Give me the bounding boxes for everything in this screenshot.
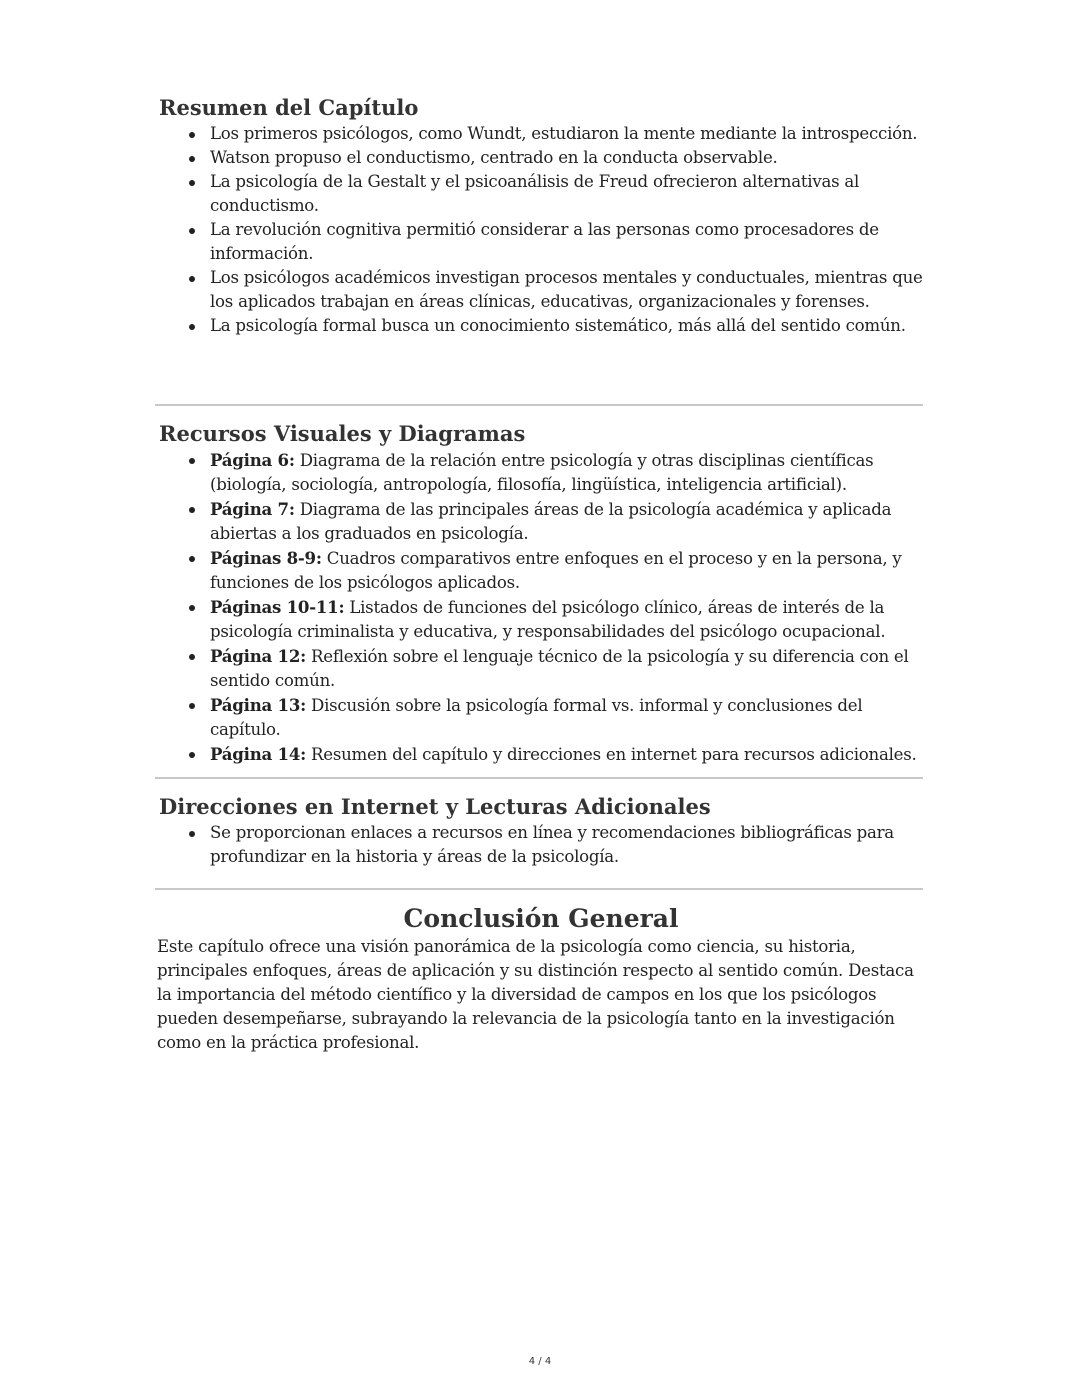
list-item: Los psicólogos académicos investigan procesos mentales y conductuales, mientras que los aplicados trabajan en áreas clínicas, educativas, organizacionales y forenses. <box>210 266 925 314</box>
item-label: Página 13: <box>210 695 307 715</box>
divider <box>155 888 923 890</box>
list-item: Watson propuso el conductismo, centrado en la conducta observable. <box>210 146 925 170</box>
item-text: Resumen del capítulo y direcciones en internet para recursos adicionales. <box>306 745 917 764</box>
item-label: Página 7: <box>210 499 295 519</box>
section-resumen <box>157 94 925 338</box>
list-item: La psicología de la Gestalt y el psicoanálisis de Freud ofrecieron alternativas al conductismo. <box>210 170 925 218</box>
item-text: Reflexión sobre el lenguaje técnico de la psicología y su diferencia con el sentido común. <box>210 647 909 690</box>
recursos-list <box>157 448 925 767</box>
item-label: Página 14: <box>210 744 307 764</box>
item-text: Diagrama de las principales áreas de la psicología académica y aplicada abiertas a los graduados en psicología. <box>210 500 892 543</box>
list-item: Se proporcionan enlaces a recursos en línea y recomendaciones bibliográficas para profundizar en la historia y áreas de la psicología. <box>210 821 925 869</box>
list-item <box>210 448 925 497</box>
list-item: La psicología formal busca un conocimiento sistemático, más allá del sentido común. <box>210 314 925 338</box>
divider <box>155 777 923 779</box>
conclusion-paragraph: Este capítulo ofrece una visión panorámica de la psicología como ciencia, su historia, principales enfoques, áreas de aplicación y su distinción respecto al sentido común. Destaca la importancia del método científico y la diversidad de campos en los que los psicólogos pueden desempeñarse, subrayando la relevancia de la psicología tanto en la investigación como en la práctica profesional. <box>157 937 914 1052</box>
section-heading: Direcciones en Internet y Lecturas Adicionales <box>159 794 711 819</box>
item-label: Página 6: <box>210 450 295 470</box>
list-item: Los primeros psicólogos, como Wundt, estudiaron la mente mediante la introspección. <box>210 122 925 146</box>
item-text: Diagrama de la relación entre psicología y otras disciplinas científicas (biología, sociología, antropología, filosofía, lingüística, inteligencia artificial). <box>210 451 874 494</box>
list-item <box>210 546 925 595</box>
divider <box>155 404 923 406</box>
list-item <box>210 742 925 767</box>
list-item <box>210 595 925 644</box>
list-item <box>210 497 925 546</box>
section-heading: Resumen del Capítulo <box>159 95 419 120</box>
list-item <box>210 644 925 693</box>
section-conclusion <box>157 903 925 1055</box>
list-item: La revolución cognitiva permitió considerar a las personas como procesadores de información. <box>210 218 925 266</box>
item-text: Cuadros comparativos entre enfoques en el proceso y en la persona, y funciones de los psicólogos aplicados. <box>210 549 902 592</box>
resumen-list <box>157 122 925 338</box>
conclusion-heading: Conclusión General <box>403 904 679 933</box>
list-item <box>210 693 925 742</box>
page-number: 4 / 4 <box>528 1356 552 1367</box>
item-text: Discusión sobre la psicología formal vs. informal y conclusiones del capítulo. <box>210 696 863 739</box>
section-heading: Recursos Visuales y Diagramas <box>159 421 526 446</box>
direcciones-list <box>157 821 925 869</box>
item-label: Página 12: <box>210 646 307 666</box>
item-label: Páginas 10-11: <box>210 597 345 617</box>
item-label: Páginas 8-9: <box>210 548 322 568</box>
section-recursos <box>157 420 925 767</box>
item-text: Listados de funciones del psicólogo clínico, áreas de interés de la psicología criminalista y educativa, y responsabilidades del psicólogo ocupacional. <box>210 598 886 641</box>
section-direcciones <box>157 793 925 869</box>
